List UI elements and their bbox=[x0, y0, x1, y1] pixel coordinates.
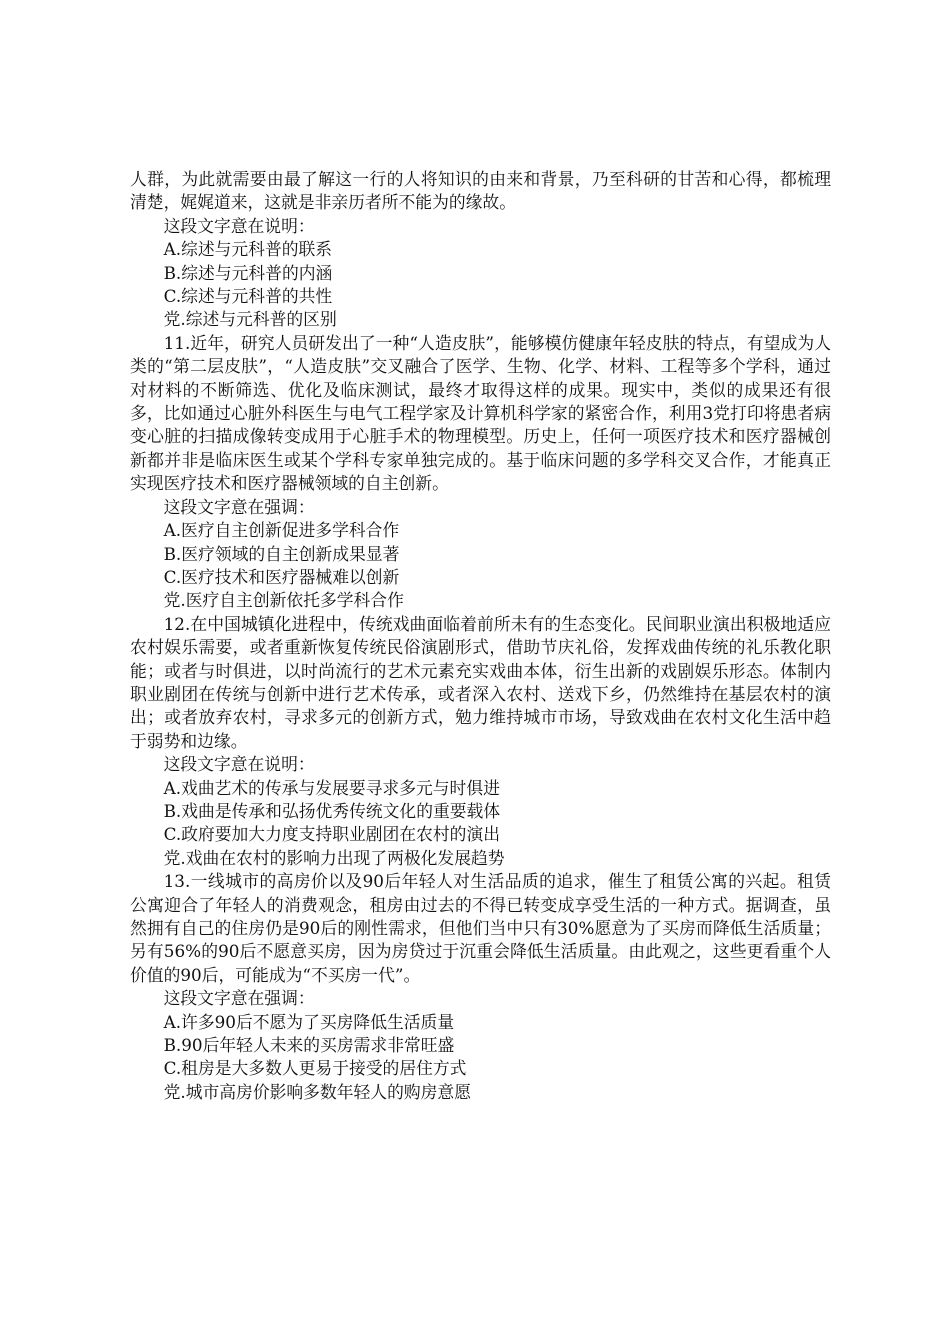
question-12-prompt: 这段文字意在说明： bbox=[163, 754, 315, 775]
intro-option-d: 党.综述与元科普的区别 bbox=[163, 309, 337, 330]
question-11-stem: 11.近年，研究人员研发出了一种“人造皮肤”，能够模仿健康年轻皮肤的特点，有望成为人类的“第二层皮肤”，“人造皮肤”交叉融合了医学、生物、化学、材料、工程等多个学科，通过对材料的不断筛选、优化及临床测试，最终才取得这样的成果。现实中，类似的成果还有很多，比如通过心脏外科医生与电气工程学家及计算机科学家的紧密合作，利用3党打印将患者病变心脏的扫描成像转变成用于心脏手术的物理模型。历史上，任何一项医疗技术和医疗器械创新都并非是临床医生或某个学科专家单独完成的。基于临床问题的多学科交叉合作，才能真正实现医疗技术和医疗器械领域的自主创新。 bbox=[130, 332, 831, 494]
question-13-option-c: C.租房是大多数人更易于接受的居住方式 bbox=[163, 1058, 467, 1079]
question-12-option-c: C.政府要加大力度支持职业剧团在农村的演出 bbox=[163, 824, 501, 845]
intro-section bbox=[130, 168, 831, 332]
question-12-stem: 12.在中国城镇化进程中，传统戏曲面临着前所未有的生态变化。民间职业演出积极地适应农村娱乐需要，或者重新恢复传统民俗演剧形式，借助节庆礼俗，发挥戏曲传统的礼乐教化职能；或者与时俱进，以时尚流行的艺术元素充实戏曲本体，衍生出新的戏剧娱乐形态。体制内职业剧团在传统与创新中进行艺术传承，或者深入农村、送戏下乡，仍然维持在基层农村的演出；或者放弃农村，寻求多元的创新方式，勉力维持城市市场，导致戏曲在农村文化生活中趋于弱势和边缘。 bbox=[130, 613, 831, 751]
question-12 bbox=[130, 613, 831, 870]
question-11-prompt: 这段文字意在强调： bbox=[163, 496, 315, 517]
question-12-option-b: B.戏曲是传承和弘扬优秀传统文化的重要载体 bbox=[163, 800, 501, 821]
document-page bbox=[130, 168, 831, 1104]
intro-paragraph: 人群，为此就需要由最了解这一行的人将知识的由来和背景，乃至科研的甘苦和心得，都梳理清楚，娓娓道来，这就是非亲历者所不能为的缘故。 bbox=[130, 169, 831, 213]
question-13-option-d: 党.城市高房价影响多数年轻人的购房意愿 bbox=[163, 1081, 471, 1102]
intro-option-a: A.综述与元科普的联系 bbox=[163, 239, 333, 260]
question-12-option-d: 党.戏曲在农村的影响力出现了两极化发展趋势 bbox=[163, 847, 505, 868]
question-13-stem: 13.一线城市的高房价以及90后年轻人对生活品质的追求，催生了租赁公寓的兴起。租赁公寓迎合了年轻人的消费观念，租房由过去的不得已转变成享受生活的一种方式。据调查，虽然拥有自己的住房仍是90后的刚性需求，但他们当中只有30%愿意为了买房而降低生活质量；另有56%的90后不愿意买房，因为房贷过于沉重会降低生活质量。由此观之，这些更看重个人价值的90后，可能成为“不买房一代”。 bbox=[130, 871, 831, 985]
question-11-option-a: A.医疗自主创新促进多学科合作 bbox=[163, 520, 400, 541]
intro-option-c: C.综述与元科普的共性 bbox=[163, 286, 333, 307]
question-13 bbox=[130, 870, 831, 1104]
question-11 bbox=[130, 332, 831, 613]
question-11-option-b: B.医疗领域的自主创新成果显著 bbox=[163, 543, 400, 564]
intro-option-b: B.综述与元科普的内涵 bbox=[163, 262, 333, 283]
question-11-option-d: 党.医疗自主创新依托多学科合作 bbox=[163, 590, 404, 611]
question-13-prompt: 这段文字意在强调： bbox=[163, 988, 315, 1009]
question-13-option-b: B.90后年轻人未来的买房需求非常旺盛 bbox=[163, 1035, 455, 1056]
question-13-option-a: A.许多90后不愿为了买房降低生活质量 bbox=[163, 1011, 455, 1032]
intro-prompt: 这段文字意在说明： bbox=[163, 215, 315, 236]
question-12-option-a: A.戏曲艺术的传承与发展要寻求多元与时俱进 bbox=[163, 777, 500, 798]
question-11-option-c: C.医疗技术和医疗器械难以创新 bbox=[163, 566, 400, 587]
